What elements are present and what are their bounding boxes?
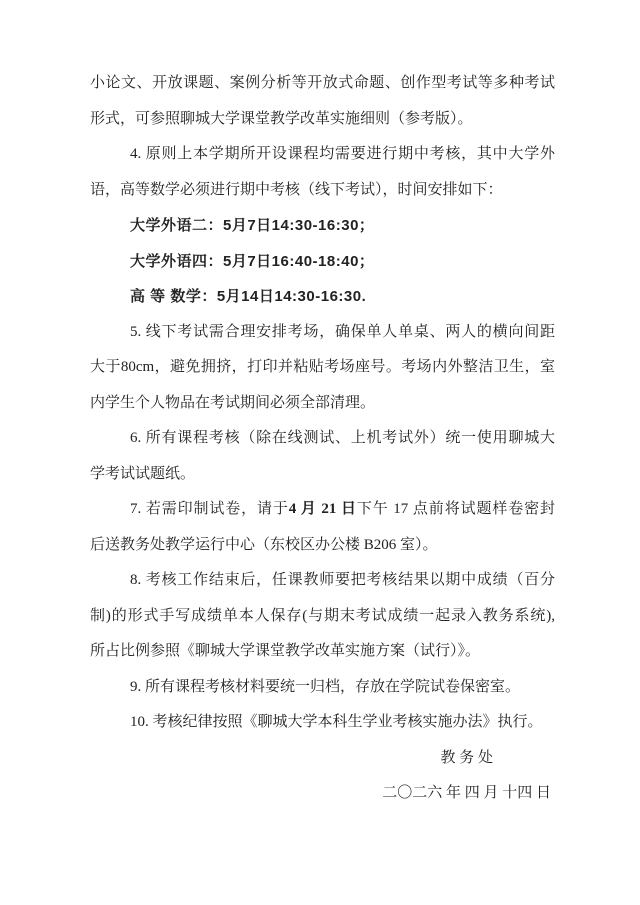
item7-run-after-date: 下午 17 点前将试题样卷密封 [356, 501, 555, 517]
item8-line-1: 8. 考核工作结束后，任课教师要把考核结果以期中成绩（百分 [130, 572, 555, 588]
para-continuation-line-1: 小论文、开放课题、案例分析等开放式命题、创作型考试等多种考试 [90, 75, 555, 91]
item8-line-2: 制)的形式手写成绩单本人保存(与期末考试成绩一起录入教务系统), [90, 607, 555, 624]
item7-line-2: 后送教务处教学运行中心（东校区办公楼 B206 室）。 [90, 536, 438, 553]
item5-line-2: 大于80cm，避免拥挤，打印并粘贴考场座号。考场内外整洁卫生，室 [90, 359, 555, 375]
item7-line-1 [90, 492, 555, 528]
item7-run-before-date: 7. 若需印制试卷，请于 [130, 501, 289, 517]
item4-line-2: 语，高等数学必须进行期中考核（线下考试），时间安排如下： [90, 181, 503, 198]
exam-time-english2: 大学外语二：5月7日14:30-16:30； [130, 217, 375, 234]
item5-line-1: 5. 线下考试需合理安排考场，确保单人单桌、两人的横向间距 [130, 323, 555, 340]
item5-line-3: 内学生个人物品在考试期间必须全部清理。 [90, 394, 376, 411]
item4-line-1: 4. 原则上本学期所开设课程均需要进行期中考核，其中大学外 [130, 146, 555, 162]
exam-time-english4: 大学外语四：5月7日16:40-18:40； [130, 252, 375, 270]
item9-line: 9. 所有课程考核材料要统一归档，存放在学院试卷保密室。 [130, 678, 521, 695]
item10-line: 10. 考核纪律按照《聊城大学本科生学业考核实施办法》执行。 [130, 714, 543, 730]
item8-line-3: 所占比例参照《聊城大学课堂教学改革实施方案（试行）》。 [90, 643, 481, 659]
signature-date: 二〇二六 年 四 月 十四 日 [382, 785, 551, 801]
document-body [90, 66, 555, 812]
item7-deadline-date-bold: 4 月 21 日 [288, 501, 357, 517]
signature-department: 教 务 处 [440, 749, 493, 766]
para-continuation-line-2: 形式，可参照聊城大学课堂教学改革实施细则（参考版）。 [90, 110, 473, 127]
item6-line-1: 6. 所有课程考核（除在线测试、上机考试外）统一使用聊城大 [130, 430, 555, 446]
item6-line-2: 学考试试题纸。 [90, 465, 196, 482]
exam-time-math: 高 等 数学：5月14日14:30-16:30. [130, 288, 367, 305]
